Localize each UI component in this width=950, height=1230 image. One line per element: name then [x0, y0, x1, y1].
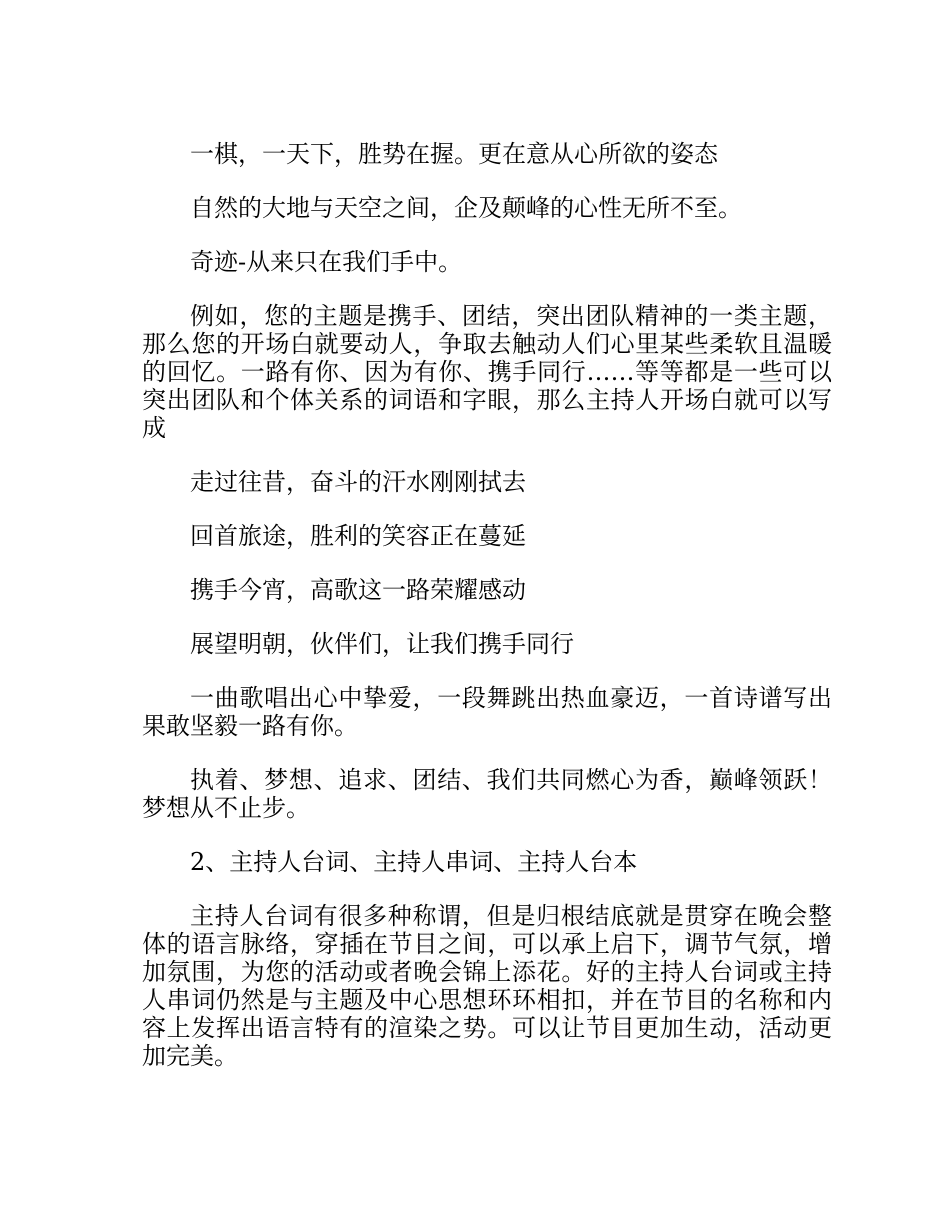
paragraph: 主持人台词有很多种称谓，但是归根结底就是贯穿在晚会整体的语言脉络，穿插在节目之间，可以承上启下，调节气氛，增加氛围，为您的活动或者晚会锦上添花。好的主持人台词或主持人串词仍然是与主题及中心思想环环相扣，并在节目的名称和内容上发挥出语言特有的渲染之势。可以让节目更加生动，活动更加完美。 — [142, 902, 832, 1070]
paragraph: 执着、梦想、追求、团结、我们共同燃心为香，巅峰领跃！梦想从不止步。 — [142, 766, 832, 822]
document-body — [142, 140, 832, 1096]
paragraph: 一曲歌唱出心中挚爱，一段舞跳出热血豪迈，一首诗谱写出果敢坚毅一路有你。 — [142, 684, 832, 740]
paragraph: 回首旅途，胜利的笑容正在蔓延 — [190, 522, 526, 550]
paragraph: 一棋，一天下，胜势在握。更在意从心所欲的姿态 — [190, 140, 718, 168]
section-heading: 2、主持人台词、主持人串词、主持人台本 — [190, 848, 638, 876]
paragraph: 走过往昔，奋斗的汗水刚刚拭去 — [190, 468, 526, 496]
paragraph: 奇迹-从来只在我们手中。 — [190, 248, 463, 276]
paragraph: 展望明朝，伙伴们，让我们携手同行 — [190, 630, 574, 658]
paragraph: 例如，您的主题是携手、团结，突出团队精神的一类主题，那么您的开场白就要动人，争取去触动人们心里某些柔软且温暖的回忆。一路有你、因为有你、携手同行……等等都是一些可以突出团队和个体关系的词语和字眼，那么主持人开场白就可以写成 — [142, 302, 832, 442]
paragraph: 自然的大地与天空之间，企及颠峰的心性无所不至。 — [190, 194, 742, 222]
paragraph: 携手今宵，高歌这一路荣耀感动 — [190, 576, 526, 604]
